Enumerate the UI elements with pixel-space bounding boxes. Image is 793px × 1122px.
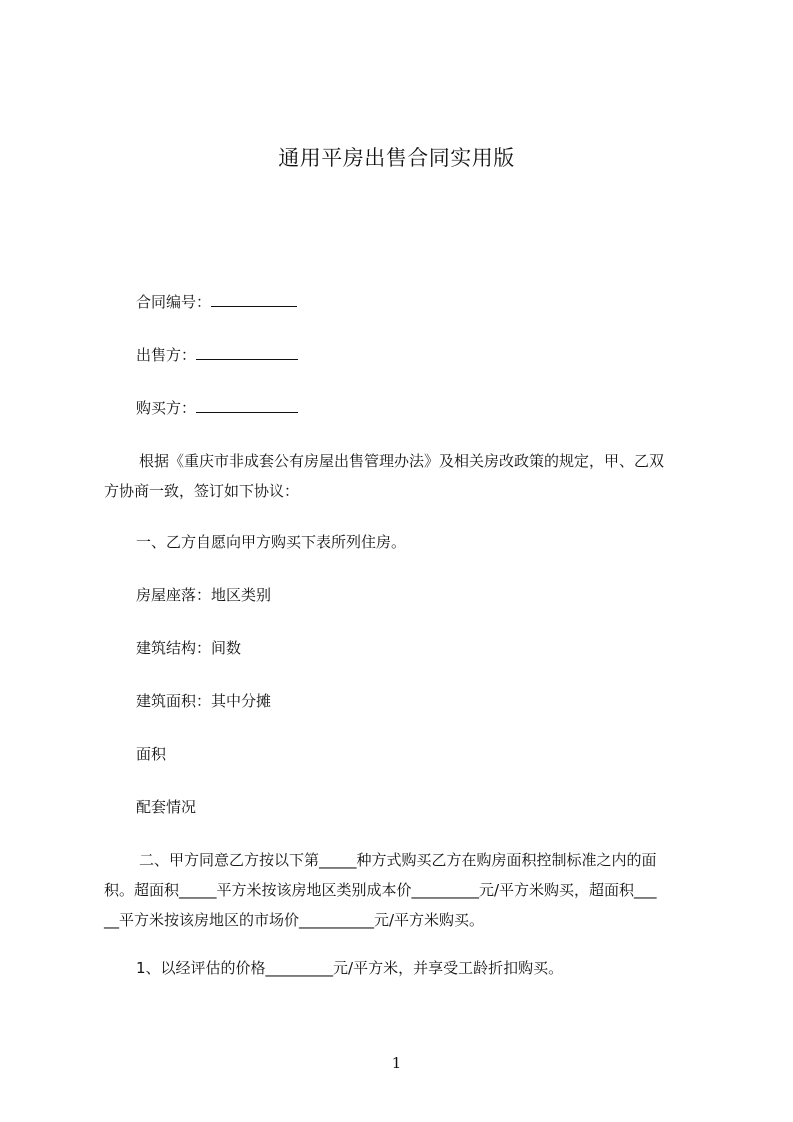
- floor-area-line: 建筑面积：其中分摊: [136, 692, 272, 710]
- contract-number-label: 合同编号：: [136, 293, 212, 311]
- area-line: 面积: [136, 745, 167, 763]
- intro-paragraph: [104, 446, 702, 506]
- intro-line-1: 根据《重庆市非成套公有房屋出售管理办法》及相关房改政策的规定，甲、乙双: [139, 452, 665, 470]
- intro-line-2: 方协商一致，签订如下协议：: [104, 482, 300, 500]
- seller-label: 出售方：: [136, 346, 197, 364]
- clause-2-line-3: __平方米按该房地区的市场价__________元/平方米购买。: [104, 911, 485, 929]
- contract-number-blank: [211, 292, 297, 307]
- clause-1: 一、乙方自愿向甲方购买下表所列住房。: [136, 533, 407, 551]
- structure-line: 建筑结构：间数: [136, 639, 242, 657]
- seller-blank: [196, 345, 298, 360]
- buyer-label: 购买方：: [136, 399, 197, 417]
- clause-2-line-1: 二、甲方同意乙方按以下第_____种方式购买乙方在购房面积控制标准之内的面: [139, 851, 657, 869]
- document-title: 通用平房出售合同实用版: [278, 146, 515, 170]
- page-number: 1: [391, 1054, 402, 1072]
- facilities-line: 配套情况: [136, 798, 197, 816]
- clause-2-line-2: 积。超面积_____平方米按该房地区类别成本价_________元/平方米购买，超面积___: [104, 881, 657, 899]
- buyer-row: [136, 398, 298, 418]
- location-line: 房屋座落：地区类别: [136, 586, 272, 604]
- contract-number-row: [136, 292, 297, 312]
- buyer-blank: [196, 398, 298, 413]
- seller-row: [136, 345, 298, 365]
- clause-2-paragraph: [104, 845, 702, 935]
- option-1: 1、以经评估的价格_________元/平方米，并享受工龄折扣购买。: [136, 959, 564, 977]
